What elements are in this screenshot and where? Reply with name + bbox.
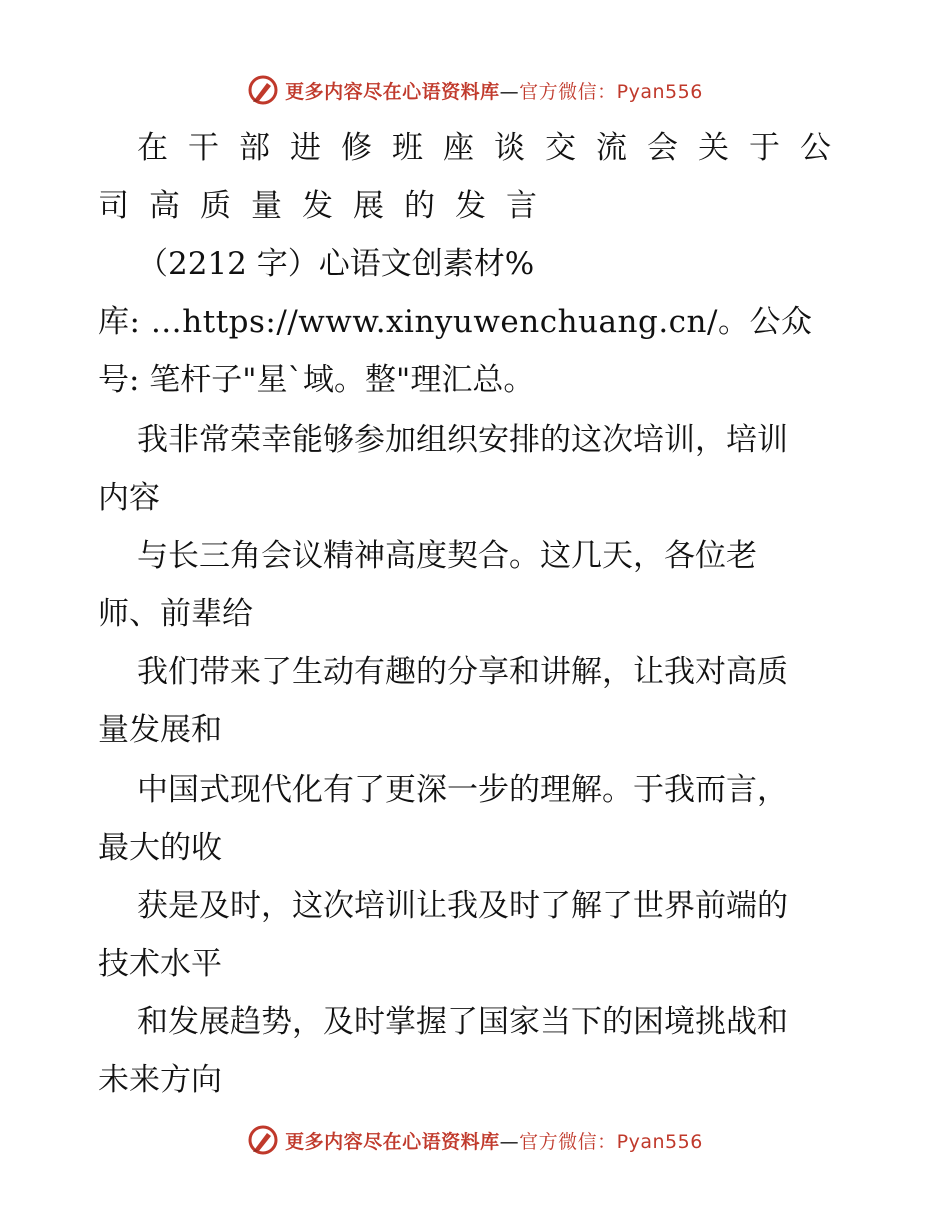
pen-logo-icon [247, 1124, 279, 1156]
document-title-line-1: 在干部进修班座谈交流会关于公 [137, 130, 851, 166]
watermark-wechat-text: 官方微信：Pyan556 [519, 80, 703, 103]
paragraph-line: 与长三角会议精神高度契合。这几天，各位老 [137, 538, 757, 574]
paragraph-line: 量发展和 [98, 712, 222, 748]
paragraph-line: 和发展趋势，及时掌握了国家当下的困境挑战和 [137, 1004, 788, 1040]
paragraph-line: 未来方向 [98, 1062, 222, 1098]
watermark-dash: — [499, 80, 520, 103]
watermark-wechat-text: 官方微信：Pyan556 [519, 1130, 703, 1153]
document-title-line-2: 司高质量发展的发言 [98, 188, 557, 224]
paragraph-line: 最大的收 [98, 830, 222, 866]
wechat-account-line: 号: 笔杆子"星`域。整"理汇总。 [98, 362, 535, 398]
paragraph-line: 获是及时，这次培训让我及时了解了世界前端的 [137, 888, 788, 924]
paragraph-line: 内容 [98, 480, 160, 516]
footer-watermark [0, 1120, 950, 1160]
paragraph-line: 师、前辈给 [98, 596, 253, 632]
paragraph-line: 中国式现代化有了更深一步的理解。于我而言， [137, 772, 788, 808]
source-url-line: 库: …https://www.xinyuwenchuang.cn/。公众 [98, 304, 813, 340]
watermark-promo-text: 更多内容尽在心语资料库 [285, 80, 500, 103]
document-subtitle: （2212 字）心语文创素材% [137, 246, 535, 282]
watermark-promo-text: 更多内容尽在心语资料库 [285, 1130, 500, 1153]
paragraph-line: 我们带来了生动有趣的分享和讲解，让我对高质 [137, 654, 788, 690]
paragraph-line: 技术水平 [98, 946, 222, 982]
watermark-dash: — [499, 1130, 520, 1153]
paragraph-line: 我非常荣幸能够参加组织安排的这次培训，培训 [137, 422, 788, 458]
